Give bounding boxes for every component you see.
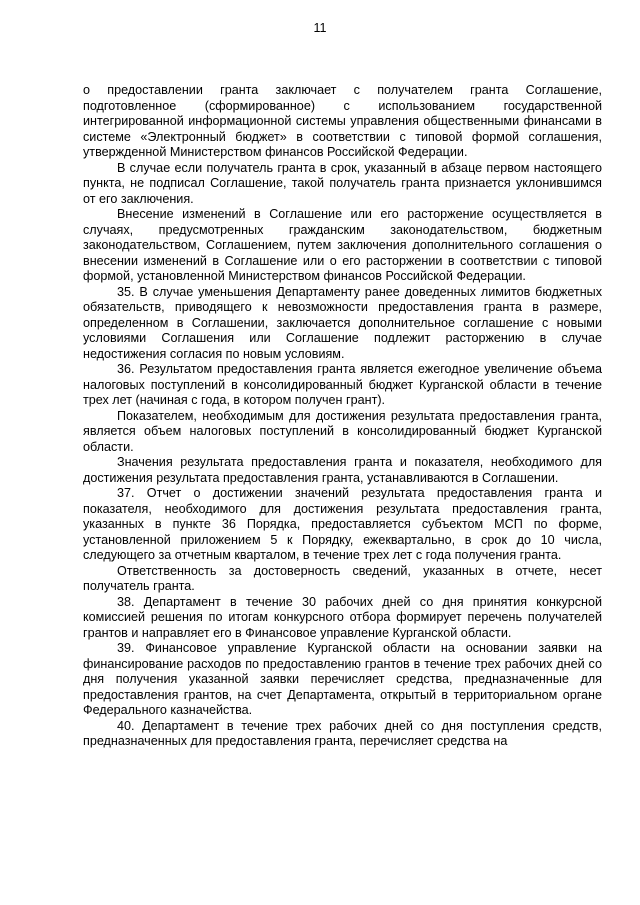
paragraph-values: Значения результата предоставления гранта и показателя, необходимого для достижения результата предоставления гранта, устанавливаются в Соглашении. [83,455,602,485]
paragraph-item-38: 38. Департамент в течение 30 рабочих дней со дня принятия конкурсной комиссией решения по итогам конкурсного отбора формирует перечень получателей грантов и направляет его в Финансовое управление Курганской области. [83,594,602,640]
paragraph-item-39: 39. Финансовое управление Курганской области на основании заявки на финансирование расходов по предоставлению грантов в течение трех рабочих дней со дня получения указанной заявки перечисляет средства, предназначенные для предоставления грантов, на счет Департамента, открытый в территориальном органе Федерального казначейства. [83,641,602,717]
page-number: 11 [313,21,327,35]
paragraph-grant-agreement-continuation: о предоставлении гранта заключает с получателем гранта Соглашение, подготовленное (сформированное) с использованием государственной интегрированной информационной системы управления общественными финансами в системе «Электронный бюджет» в соответствии с типовой формой соглашения, утвержденной Министерством финансов Российской Федерации. [83,83,602,159]
paragraph-item-35: 35. В случае уменьшения Департаменту ранее доведенных лимитов бюджетных обязательств, приводящего к невозможности предоставления гранта в размере, определенном в Соглашении, заключается дополнительное соглашение с новыми условиями Соглашения или Соглашение подлежит расторжению в случае недостижения согласия по новым условиям. [83,284,602,361]
paragraph-amendments: Внесение изменений в Соглашение или его расторжение осуществляется в случаях, предусмотренных гражданским законодательством, бюджетным законодательством, Соглашением, путем заключения дополнительного соглашения о внесении изменений в Соглашение или о его расторжении в соответствии с типовой формой, установленной Министерством финансов Российской Федерации. [83,207,602,283]
document-body [83,83,602,750]
paragraph-item-37: 37. Отчет о достижении значений результата предоставления гранта и показателя, необходимого для достижения результата предоставления гранта, указанных в пункте 36 Порядка, предоставляется субъектом МСП по форме, установленной приложением 5 к Порядку, ежеквартально, в срок до 10 числа, следующего за отчетным кварталом, в течение трех лет с года получения гранта. [83,486,602,562]
paragraph-item-36: 36. Результатом предоставления гранта является ежегодное увеличение объема налоговых поступлений в консолидированный бюджет Курганской области в течение трех лет (начиная с года, в котором получен грант). [83,362,602,407]
paragraph-indicator: Показателем, необходимым для достижения результата предоставления гранта, является объем налоговых поступлений в консолидированный бюджет Курганской области. [83,408,602,454]
paragraph-responsibility: Ответственность за достоверность сведений, указанных в отчете, несет получатель гранта. [83,563,602,593]
paragraph-evasion: В случае если получатель гранта в срок, указанный в абзаце первом настоящего пункта, не подписал Соглашение, такой получатель гранта признается уклонившимся от его заключения. [83,160,602,206]
paragraph-item-40: 40. Департамент в течение трех рабочих дней со дня поступления средств, предназначенных для предоставления гранта, перечисляет средства на [83,718,602,748]
